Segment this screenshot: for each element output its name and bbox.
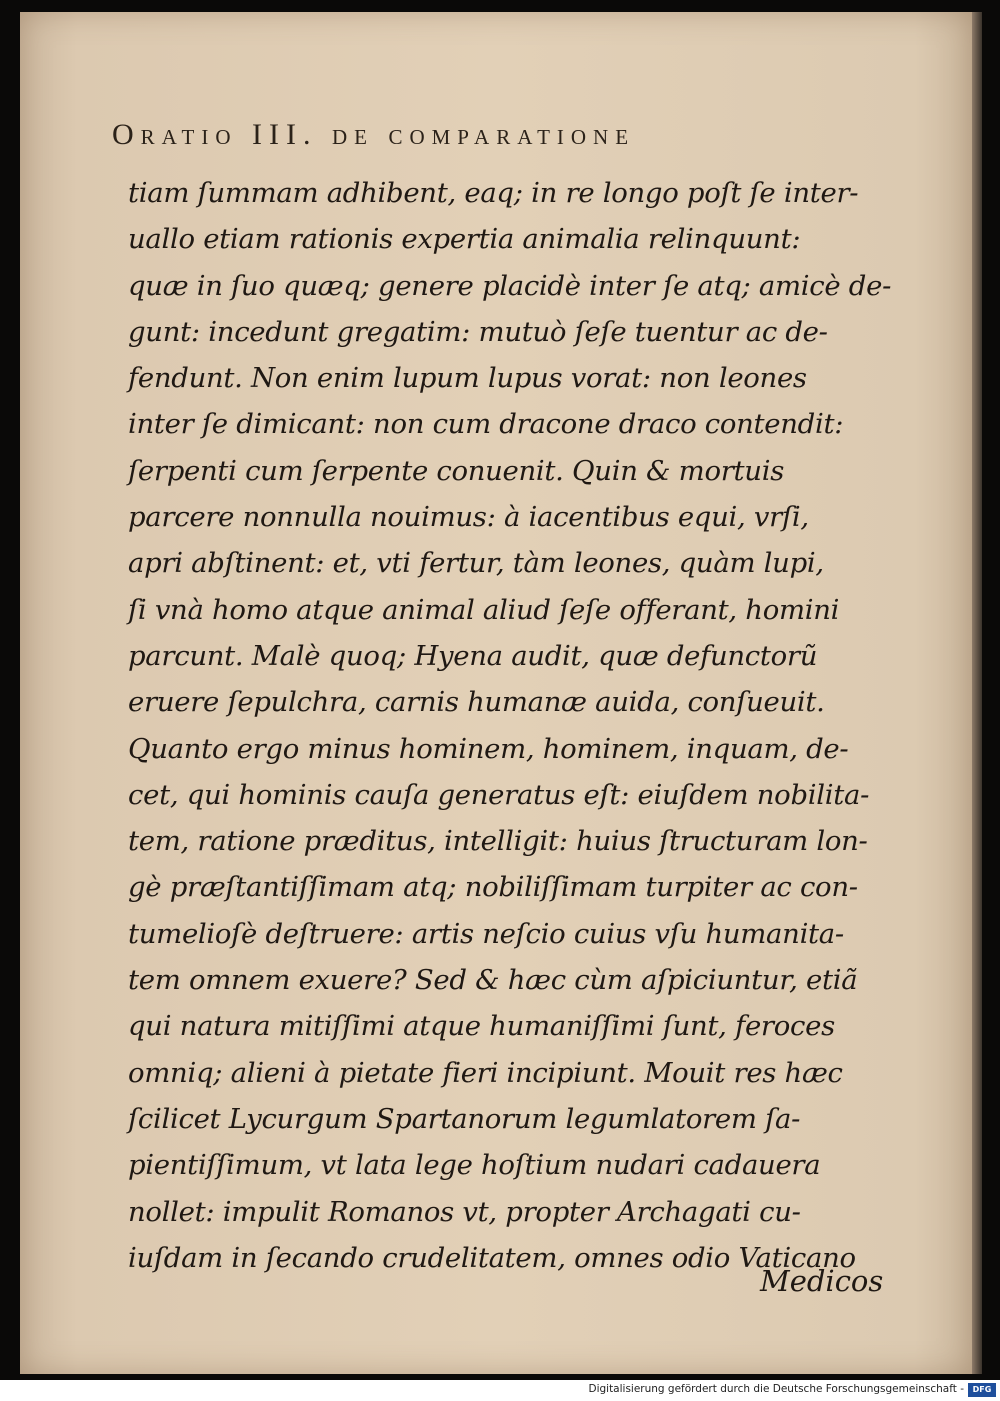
running-head: Oratio III. de comparatione (112, 118, 636, 151)
catchword: Medicos (760, 1264, 884, 1298)
text-line: fendunt. Non enim lupum lupus vorat: non leones (128, 362, 807, 395)
text-line: iuſdam in ſecando crudelitatem, omnes odio Vaticano (128, 1241, 856, 1274)
text-line: nollet: impulit Romanos vt, propter Archagati cu- (128, 1195, 801, 1228)
book-page (20, 12, 972, 1374)
footer-bar (0, 1380, 1000, 1401)
text-line: ſcilicet Lycurgum Spartanorum legumlatorem ſa- (128, 1102, 801, 1135)
dfg-logo: DFG (968, 1383, 996, 1397)
text-line: Quanto ergo minus hominem, hominem, inquam, de- (128, 732, 849, 765)
text-line: tem, ratione præditus, intelligit: huius ſtructuram lon- (128, 825, 868, 858)
text-line: gunt: incedunt gregatim: mutuò ſeſe tuentur ac de- (128, 315, 828, 348)
text-line: omniq; alieni à pietate fieri incipiunt. Mouit res hæc (128, 1056, 843, 1089)
text-line: tiam ſummam adhibent, eaq; in re longo poſt ſe inter- (128, 177, 859, 209)
text-line: parcunt. Malè quoq; Hyena audit, quæ defunctorũ (128, 639, 818, 672)
text-line: eruere ſepulchra, carnis humanæ auida, conſueuit. (128, 686, 825, 719)
text-block (128, 170, 928, 1281)
text-line: inter ſe dimicant: non cum dracone draco contendit: (128, 408, 844, 441)
text-line: ſerpenti cum ſerpente conuenit. Quin & mortuis (128, 454, 785, 487)
text-line: uallo etiam rationis expertia animalia relinquunt: (128, 223, 801, 256)
text-line: parcere nonnulla nouimus: à iacentibus equi, vrſi, (128, 501, 809, 534)
text-line: quæ in ſuo quæq; genere placidè inter ſe atq; amicè de- (128, 269, 892, 302)
text-line: gè præſtantiſſimam atq; nobiliſſimam turpiter ac con- (128, 871, 858, 904)
funding-credit: Digitalisierung gefördert durch die Deutsche Forschungsgemeinschaft - (588, 1383, 964, 1395)
text-line: cet, qui hominis cauſa generatus eſt: eiuſdem nobilita- (128, 778, 870, 811)
text-line: ſi vnà homo atque animal aliud ſeſe offerant, homini (128, 593, 840, 626)
text-line: pientiſſimum, vt lata lege hoſtium nudari cadauera (128, 1149, 821, 1182)
book-edge (972, 12, 982, 1374)
text-line: apri abſtinent: et, vti fertur, tàm leones, quàm lupi, (128, 547, 824, 580)
text-line: qui natura mitiſſimi atque humaniſſimi ſunt, feroces (128, 1010, 835, 1043)
text-line: tumelioſè deſtruere: artis neſcio cuius vſu humanita- (128, 917, 844, 950)
text-line: tem omnem exuere? Sed & hæc cùm aſpiciuntur, etiã (128, 964, 858, 997)
